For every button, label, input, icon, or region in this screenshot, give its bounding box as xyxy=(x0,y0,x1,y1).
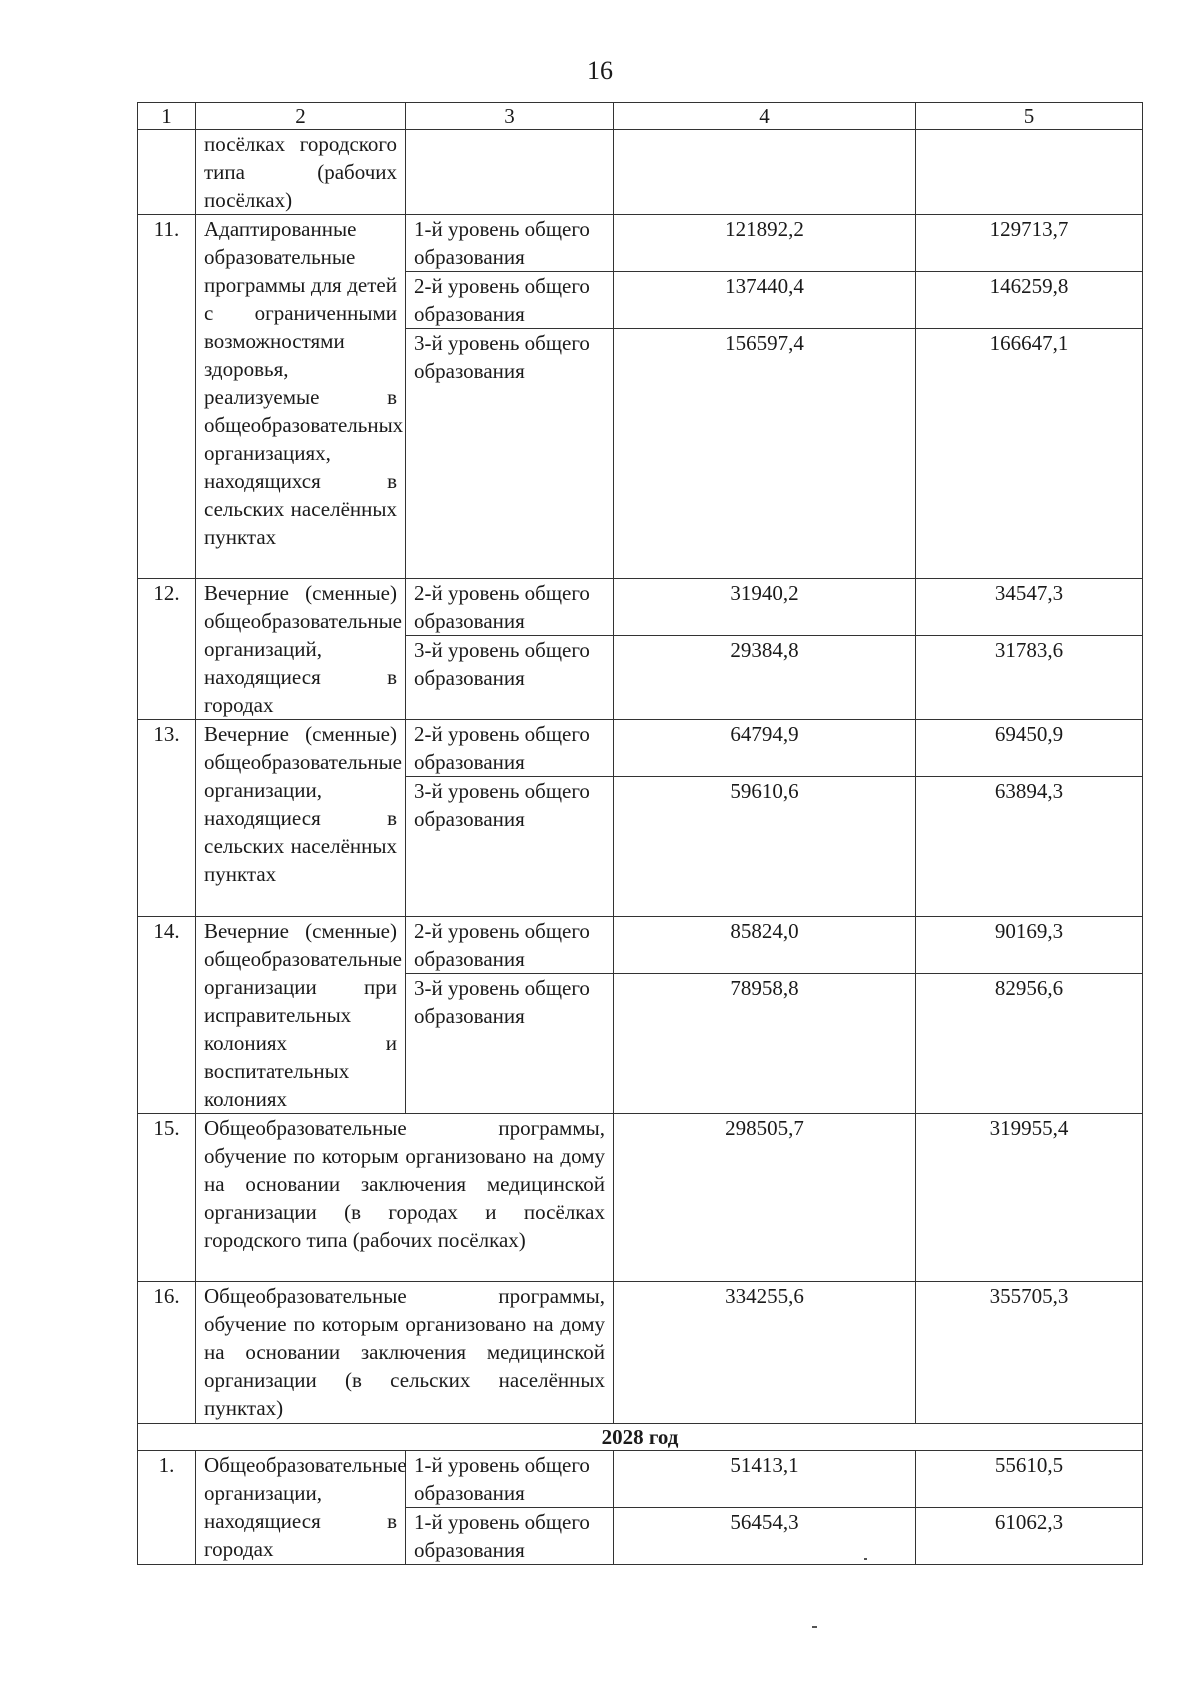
value-cell-5: 90169,3 xyxy=(916,917,1143,974)
value-cell-5: 82956,6 xyxy=(916,974,1143,1114)
table-header-row xyxy=(138,103,1143,130)
table-row xyxy=(138,1114,1143,1282)
row-number: 15. xyxy=(138,1114,196,1282)
value-cell-4: 59610,6 xyxy=(614,777,916,917)
table-row xyxy=(138,579,1143,636)
value-cell-4: 64794,9 xyxy=(614,720,916,777)
level-cell: 3-й уровень общего образования xyxy=(406,329,614,579)
header-cell: 4 xyxy=(614,103,916,130)
value-cell-4: 51413,1 xyxy=(614,1451,916,1508)
level-cell: 1-й уровень общего образования xyxy=(406,215,614,272)
row-number: 13. xyxy=(138,720,196,917)
program-name-cell: Вечерние (сменные) общеобразовательные организаций, находящиеся в городах xyxy=(196,579,406,720)
level-cell: 3-й уровень общего образования xyxy=(406,777,614,917)
table-row xyxy=(138,917,1143,974)
table-row xyxy=(138,1451,1143,1508)
program-name-cell: Общеобразовательные организации, находящиеся в городах xyxy=(196,1451,406,1565)
header-cell: 3 xyxy=(406,103,614,130)
value-cell-4: 29384,8 xyxy=(614,636,916,720)
value-cell-5: 319955,4 xyxy=(916,1114,1143,1282)
year-heading-row xyxy=(138,1424,1143,1451)
year-heading: 2028 год xyxy=(138,1424,1143,1451)
value-cell-4: 85824,0 xyxy=(614,917,916,974)
row-number: 11. xyxy=(138,215,196,579)
value-cell-5: 55610,5 xyxy=(916,1451,1143,1508)
level-cell: 1-й уровень общего образования xyxy=(406,1451,614,1508)
value-cell-5: 146259,8 xyxy=(916,272,1143,329)
number-cell xyxy=(138,130,196,215)
value-cell-4: 121892,2 xyxy=(614,215,916,272)
row-number: 14. xyxy=(138,917,196,1114)
program-name-cell: Общеобразовательные программы, обучение по которым организовано на дому на основании заключения медицинской организации (в городах и посёлках городского типа (рабочих посёлках) xyxy=(196,1114,614,1282)
level-cell xyxy=(406,130,614,215)
value-cell-4: 31940,2 xyxy=(614,579,916,636)
table-row xyxy=(138,130,1143,215)
level-cell: 2-й уровень общего образования xyxy=(406,579,614,636)
row-number: 1. xyxy=(138,1451,196,1565)
level-cell: 2-й уровень общего образования xyxy=(406,917,614,974)
level-cell: 3-й уровень общего образования xyxy=(406,974,614,1114)
scan-speck xyxy=(812,1626,817,1628)
level-cell: 2-й уровень общего образования xyxy=(406,720,614,777)
value-cell-4: 156597,4 xyxy=(614,329,916,579)
value-cell-4: 56454,3 xyxy=(614,1508,916,1565)
value-cell-5: 31783,6 xyxy=(916,636,1143,720)
program-name-cell: Вечерние (сменные) общеобразовательные организации при исправительных колониях и воспитательных колониях xyxy=(196,917,406,1114)
header-cell: 2 xyxy=(196,103,406,130)
scan-speck xyxy=(864,1558,867,1560)
row-number: 12. xyxy=(138,579,196,720)
value-cell-5: 69450,9 xyxy=(916,720,1143,777)
value-cell-5: 63894,3 xyxy=(916,777,1143,917)
level-cell: 3-й уровень общего образования xyxy=(406,636,614,720)
level-cell: 2-й уровень общего образования xyxy=(406,272,614,329)
table-row xyxy=(138,1282,1143,1424)
program-name-cell: Адаптированные образовательные программы для детей с ограниченными возможностями здоровья, реализуемые в общеобразовательных организациях, находящихся в сельских населённых пунктах xyxy=(196,215,406,579)
value-cell-4: 78958,8 xyxy=(614,974,916,1114)
level-cell: 1-й уровень общего образования xyxy=(406,1508,614,1565)
value-cell-5 xyxy=(916,130,1143,215)
value-cell-4: 137440,4 xyxy=(614,272,916,329)
program-name-cell: Общеобразовательные программы, обучение по которым организовано на дому на основании заключения медицинской организации (в сельских населённых пунктах) xyxy=(196,1282,614,1424)
value-cell-5: 61062,3 xyxy=(916,1508,1143,1565)
header-cell: 5 xyxy=(916,103,1143,130)
value-cell-4 xyxy=(614,130,916,215)
value-cell-5: 129713,7 xyxy=(916,215,1143,272)
value-cell-5: 34547,3 xyxy=(916,579,1143,636)
value-cell-5: 166647,1 xyxy=(916,329,1143,579)
program-name-cell: Вечерние (сменные) общеобразовательные организации, находящиеся в сельских населённых пунктах xyxy=(196,720,406,917)
value-cell-4: 298505,7 xyxy=(614,1114,916,1282)
tariff-table xyxy=(137,102,1143,1565)
value-cell-5: 355705,3 xyxy=(916,1282,1143,1424)
program-name-cell: посёлках городского типа (рабочих посёлках) xyxy=(196,130,406,215)
table-row xyxy=(138,215,1143,272)
row-number: 16. xyxy=(138,1282,196,1424)
header-cell: 1 xyxy=(138,103,196,130)
value-cell-4: 334255,6 xyxy=(614,1282,916,1424)
page-number: 16 xyxy=(587,56,613,85)
table-row xyxy=(138,720,1143,777)
